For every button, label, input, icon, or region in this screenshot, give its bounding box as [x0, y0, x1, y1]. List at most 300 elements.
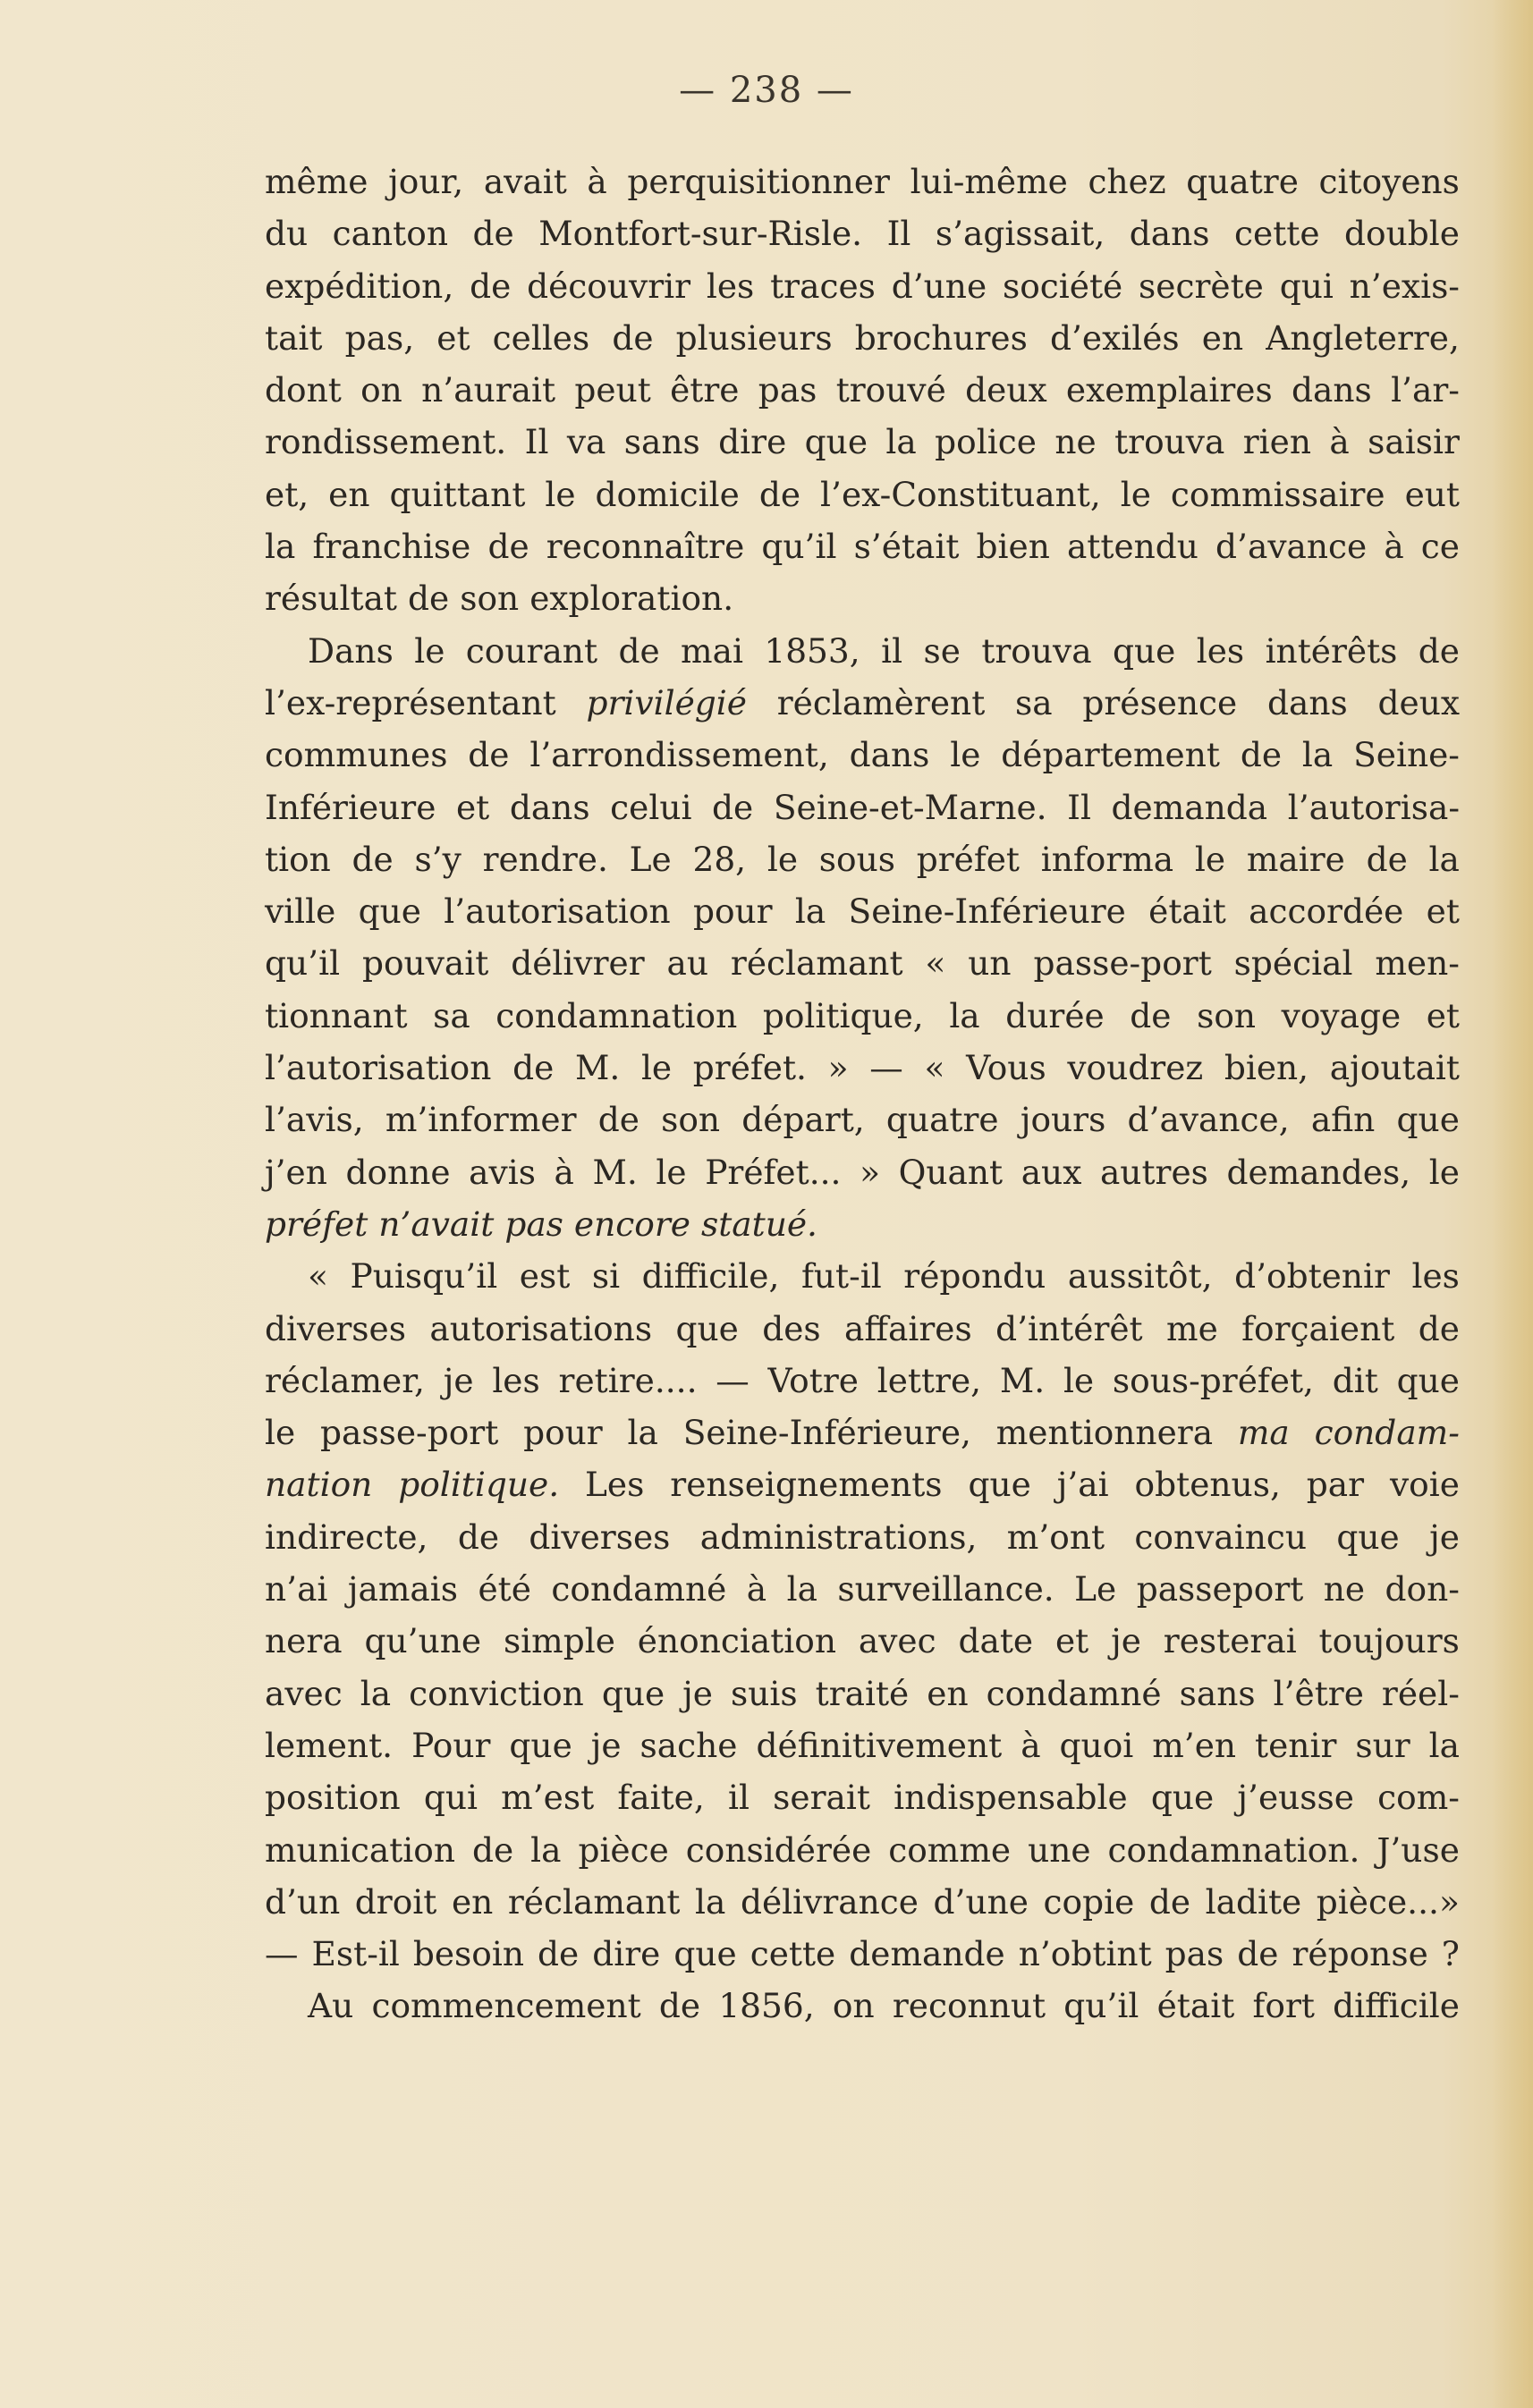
word: la: [627, 1413, 658, 1453]
word: saisir: [1368, 422, 1460, 462]
word: dans: [849, 735, 930, 775]
word: Vous: [966, 1048, 1046, 1088]
word: communes: [265, 735, 448, 775]
word: s’était: [853, 527, 960, 567]
word: il: [727, 1778, 750, 1818]
word: réel-: [1381, 1673, 1460, 1713]
word: on: [360, 370, 402, 410]
text-line: [265, 1621, 1460, 1673]
word: l’ex-Constituant,: [820, 474, 1101, 514]
word: n’exis-: [1349, 266, 1460, 306]
word: Il: [524, 422, 549, 462]
word: et: [436, 317, 470, 358]
word: faite,: [617, 1778, 705, 1818]
word: le: [766, 839, 799, 879]
word: de: [1148, 1881, 1191, 1922]
word: Angleterre,: [1266, 317, 1460, 358]
word: et: [455, 787, 490, 827]
word: l’ar-: [1391, 370, 1460, 410]
word: la: [1428, 839, 1460, 879]
word: donne: [345, 1152, 451, 1192]
word: de: [597, 1100, 639, 1140]
word: en: [328, 474, 370, 514]
text-line: [265, 422, 1460, 474]
word: munication: [265, 1829, 456, 1870]
word: sur: [1355, 1725, 1410, 1765]
word: délivrer: [511, 943, 645, 984]
word: m’informer: [385, 1100, 577, 1140]
word: informa: [1040, 839, 1174, 879]
word: ville: [265, 891, 336, 932]
word: que: [1112, 630, 1176, 671]
word: la: [949, 995, 980, 1035]
word: sa: [433, 995, 470, 1035]
word: durée: [1005, 995, 1105, 1035]
word: s’y: [414, 839, 462, 879]
text-line: [265, 1204, 1460, 1256]
word: quoi: [1059, 1725, 1134, 1765]
body-text: [265, 162, 1460, 2039]
word: le: [1120, 474, 1151, 514]
word: été: [478, 1569, 531, 1610]
word: 28,: [692, 839, 747, 879]
word: aussitôt,: [1067, 1256, 1213, 1297]
word: je: [682, 1673, 713, 1713]
word: en: [927, 1673, 969, 1713]
text-line: [265, 318, 1460, 370]
word: demanda: [1111, 787, 1268, 827]
word: avec: [265, 1673, 343, 1713]
word: lement.: [265, 1725, 394, 1765]
word: j’en: [265, 1152, 327, 1192]
word: le: [640, 1048, 673, 1088]
word: »: [827, 1048, 849, 1088]
word: préfet.: [692, 1048, 807, 1088]
word: ne: [1054, 422, 1097, 462]
word: encore: [573, 1204, 690, 1244]
word: administrations,: [699, 1517, 978, 1557]
word: être: [670, 370, 740, 410]
word: intérêts: [1265, 630, 1398, 671]
word: pas,: [344, 317, 415, 358]
word: dont: [265, 370, 342, 410]
word: d’avance,: [1127, 1100, 1290, 1140]
word: s’agissait,: [935, 214, 1105, 254]
word: même: [265, 162, 368, 201]
word: de: [470, 266, 512, 306]
word: mai: [681, 630, 743, 671]
word: —: [869, 1048, 903, 1088]
word: pas: [504, 1204, 563, 1244]
word: de: [487, 527, 529, 567]
word: que: [675, 1308, 739, 1348]
word: d’obtenir: [1234, 1256, 1390, 1297]
word: Dans: [308, 630, 394, 671]
word: répondu: [903, 1256, 1046, 1297]
word: autorisations: [429, 1308, 653, 1348]
word: attendu: [1066, 527, 1198, 567]
word: de: [1418, 1308, 1460, 1348]
text-line: [265, 735, 1460, 787]
word: pièce...»: [1316, 1881, 1460, 1922]
word: qu’une: [364, 1621, 482, 1661]
word: ce: [1420, 527, 1460, 567]
word: jamais: [347, 1569, 459, 1610]
text-line: [265, 1934, 1460, 1986]
word: Quant: [898, 1152, 1004, 1192]
word: me: [1166, 1308, 1218, 1348]
word: Seine-et-Marne.: [773, 787, 1047, 827]
word: à: [746, 1569, 767, 1610]
word: Puisqu’il: [350, 1256, 498, 1297]
word: d’un: [265, 1881, 341, 1922]
word: au: [666, 943, 709, 984]
word: son: [460, 579, 520, 619]
word: m’est: [501, 1778, 595, 1818]
word: rien: [1242, 422, 1312, 462]
word: droit: [354, 1881, 437, 1922]
word: et,: [265, 474, 309, 514]
word: spécial: [1233, 943, 1353, 984]
word: réclamant: [730, 943, 903, 984]
word: Il: [1067, 787, 1091, 827]
word: indispensable: [894, 1778, 1128, 1818]
word: citoyens: [1318, 162, 1460, 201]
word: tait: [265, 317, 323, 358]
word: trouvé: [835, 370, 946, 410]
text-line: [265, 1674, 1460, 1726]
word: de: [712, 787, 754, 827]
word: tenir: [1255, 1725, 1337, 1765]
word: de: [457, 1517, 500, 1557]
word: une: [1028, 1829, 1091, 1870]
word: d’une: [933, 1881, 1029, 1922]
word: dire: [592, 1934, 661, 1974]
word: accordée: [1249, 891, 1404, 932]
word: politique.: [398, 1465, 560, 1505]
text-line: [265, 1830, 1460, 1882]
word: l’autorisa-: [1287, 787, 1460, 827]
word: était: [1148, 891, 1226, 932]
word: que: [601, 1673, 665, 1713]
word: avis: [469, 1152, 536, 1192]
word: dit: [1332, 1360, 1378, 1400]
word: pas: [758, 370, 817, 410]
word: du: [265, 214, 309, 254]
text-line: [265, 1517, 1460, 1569]
text-line: [265, 1256, 1460, 1308]
word: le: [656, 1152, 687, 1192]
word: Seine-: [1353, 735, 1460, 775]
text-line: [265, 1778, 1460, 1829]
word: n’obtint: [1018, 1934, 1152, 1974]
word: la: [794, 891, 826, 932]
word: et: [1426, 891, 1460, 932]
word: reconnut: [892, 1986, 1046, 2026]
word: Est-il: [311, 1934, 400, 1974]
word: se: [923, 630, 961, 671]
word: maire: [1246, 839, 1345, 879]
word: que: [358, 891, 421, 932]
word: sache: [639, 1725, 738, 1765]
word: Le: [1074, 1569, 1117, 1610]
word: il: [881, 630, 903, 671]
word: l’avis,: [265, 1100, 364, 1140]
word: Les: [585, 1465, 645, 1505]
word: sa: [1015, 682, 1053, 722]
word: demandes,: [1226, 1152, 1411, 1192]
text-line: [265, 1726, 1460, 1778]
word: d’avance: [1215, 527, 1368, 567]
word: ne: [1323, 1569, 1366, 1610]
word: traité: [815, 1673, 910, 1713]
word: pièce: [578, 1829, 669, 1870]
text-line: [265, 1882, 1460, 1934]
word: police: [935, 422, 1037, 462]
word: le: [1063, 1360, 1095, 1400]
word: position: [265, 1778, 401, 1818]
word: Pour: [411, 1725, 491, 1765]
word: je: [443, 1360, 474, 1400]
word: on: [832, 1986, 875, 2026]
word: afin: [1310, 1100, 1376, 1140]
word: affaires: [844, 1308, 972, 1348]
word: va: [566, 422, 606, 462]
text-line: [265, 370, 1460, 422]
word: pour: [523, 1413, 603, 1453]
word: reconnaître: [546, 527, 745, 567]
word: d’exilés: [1049, 317, 1180, 358]
word: de: [1130, 995, 1172, 1035]
word: si: [591, 1256, 621, 1297]
word: convaincu: [1134, 1517, 1307, 1557]
word: date: [958, 1621, 1034, 1661]
word: le: [1194, 839, 1226, 879]
word: Inférieure: [265, 787, 436, 827]
word: de: [758, 474, 801, 514]
text-line: [265, 1986, 1460, 2038]
word: nera: [265, 1621, 343, 1661]
word: tion: [265, 839, 331, 879]
word: que: [804, 422, 868, 462]
word: le: [545, 474, 576, 514]
word: politique,: [762, 995, 924, 1035]
word: men-: [1375, 943, 1460, 984]
word: double: [1344, 214, 1460, 254]
word: pour: [692, 891, 773, 932]
text-line: [265, 527, 1460, 579]
word: rondissement.: [265, 422, 507, 462]
text-line: [265, 1048, 1460, 1100]
word: »: [860, 1152, 881, 1192]
word: d’intérêt: [995, 1308, 1143, 1348]
word: rendre.: [482, 839, 608, 879]
word: pas: [1165, 1934, 1224, 1974]
word: bien,: [1224, 1048, 1309, 1088]
text-line: [265, 788, 1460, 840]
word: 1856,: [718, 1986, 815, 2026]
word: l’être: [1273, 1673, 1364, 1713]
word: condam-: [1314, 1413, 1460, 1453]
word: que: [1336, 1517, 1400, 1557]
word: la: [265, 527, 296, 567]
word: indirecte,: [265, 1517, 428, 1557]
word: passe-port: [319, 1413, 499, 1453]
word: de: [618, 630, 660, 671]
word: sans: [623, 422, 700, 462]
word: passe-port: [1033, 943, 1212, 984]
word: difficile: [1333, 1986, 1460, 2026]
word: passeport: [1136, 1569, 1304, 1610]
word: Votre: [767, 1360, 859, 1400]
word: délivrance: [740, 1881, 919, 1922]
word: et: [1426, 995, 1460, 1035]
word: la: [786, 1569, 817, 1610]
word: est: [519, 1256, 571, 1297]
word: Il: [886, 214, 911, 254]
word: de: [468, 735, 510, 775]
text-line: [265, 943, 1460, 995]
word: jour,: [388, 162, 464, 201]
text-line: [265, 631, 1460, 683]
text-line: [265, 579, 1460, 630]
word: considérée: [685, 1829, 872, 1870]
word: nation: [265, 1465, 373, 1505]
word: n’ai: [265, 1569, 328, 1610]
text-line: [265, 1153, 1460, 1204]
word: cette: [1234, 214, 1320, 254]
word: chez: [1088, 162, 1166, 201]
word: celui: [610, 787, 692, 827]
word: de: [658, 1986, 701, 2026]
word: canton: [332, 214, 448, 254]
word: des: [762, 1308, 821, 1348]
text-line: [265, 214, 1460, 266]
word: suis: [731, 1673, 798, 1713]
word: domicile: [595, 474, 740, 514]
word: réponse: [1292, 1934, 1428, 1974]
word: préfet: [265, 1204, 368, 1244]
word: en: [451, 1881, 494, 1922]
word: d’une: [891, 266, 987, 306]
word: que: [1396, 1100, 1460, 1140]
word: diverses: [529, 1517, 671, 1557]
word: énonciation: [637, 1621, 837, 1661]
word: je: [1111, 1621, 1141, 1661]
word: tionnant: [265, 995, 408, 1035]
word: bien: [976, 527, 1050, 567]
text-line: [265, 840, 1460, 891]
word: copie: [1043, 1881, 1135, 1922]
word: de: [1366, 839, 1408, 879]
word: à: [587, 162, 607, 201]
word: dire: [718, 422, 787, 462]
word: condamnation: [495, 995, 738, 1035]
word: fut-il: [800, 1256, 882, 1297]
word: ma: [1237, 1413, 1290, 1453]
word: brochures: [854, 317, 1028, 358]
word: condamnation.: [1107, 1829, 1360, 1870]
word: départ,: [741, 1100, 865, 1140]
word: ?: [1441, 1934, 1460, 1974]
word: en: [1201, 317, 1244, 358]
word: que: [1396, 1360, 1460, 1400]
word: M.: [592, 1152, 638, 1192]
word: quatre: [1186, 162, 1299, 201]
word: n’avait: [378, 1204, 495, 1244]
word: lettre,: [877, 1360, 982, 1400]
word: M.: [574, 1048, 621, 1088]
word: la: [530, 1829, 562, 1870]
word: voyage: [1281, 995, 1402, 1035]
word: que: [1150, 1778, 1215, 1818]
word: la: [1428, 1725, 1460, 1765]
word: deux: [1377, 682, 1460, 722]
word: —: [716, 1360, 750, 1400]
word: «: [924, 1048, 945, 1088]
word: plusieurs: [675, 317, 833, 358]
word: expédition,: [265, 266, 454, 306]
word: Au: [308, 1986, 354, 2026]
word: qu’il: [761, 527, 837, 567]
word: le: [1428, 1152, 1460, 1192]
word: pouvait: [361, 943, 489, 984]
word: obtenus,: [1134, 1465, 1281, 1505]
word: de: [1237, 1934, 1279, 1974]
word: retire....: [558, 1360, 698, 1400]
word: les: [706, 266, 755, 306]
word: que: [968, 1465, 1031, 1505]
word: traces: [770, 266, 876, 306]
word: par: [1306, 1465, 1365, 1505]
word: de: [471, 1829, 514, 1870]
word: «: [308, 1256, 328, 1297]
word: aux: [1021, 1152, 1082, 1192]
word: «: [925, 943, 946, 984]
word: le: [414, 630, 445, 671]
page-edge-shadow: [1492, 0, 1533, 2408]
word: deux: [965, 370, 1047, 410]
word: commencement: [371, 1986, 641, 2026]
word: simple: [503, 1621, 615, 1661]
word: diverses: [265, 1308, 406, 1348]
text-line: [265, 1309, 1460, 1361]
word: ladite: [1205, 1881, 1302, 1922]
word: M.: [999, 1360, 1046, 1400]
word: Seine-Inférieure,: [682, 1413, 971, 1453]
word: secrète: [1139, 266, 1264, 306]
word: dans: [1292, 370, 1372, 410]
text-line: [265, 1569, 1460, 1621]
word: la: [1301, 735, 1334, 775]
word: comme: [888, 1829, 1012, 1870]
word: de: [1418, 630, 1460, 671]
word: exemplaires: [1065, 370, 1273, 410]
word: qui: [423, 1778, 478, 1818]
word: commissaire: [1170, 474, 1385, 514]
word: mentionnera: [995, 1413, 1214, 1453]
word: toujours: [1318, 1621, 1460, 1661]
word: je: [1429, 1517, 1460, 1557]
word: statué.: [700, 1204, 817, 1244]
word: réclamèrent: [776, 682, 986, 722]
word: et: [1054, 1621, 1089, 1661]
word: dans: [1129, 214, 1210, 254]
word: de: [351, 839, 394, 879]
word: J’use: [1376, 1829, 1460, 1870]
word: m’ont: [1006, 1517, 1105, 1557]
word: sous-préfet,: [1112, 1360, 1314, 1400]
